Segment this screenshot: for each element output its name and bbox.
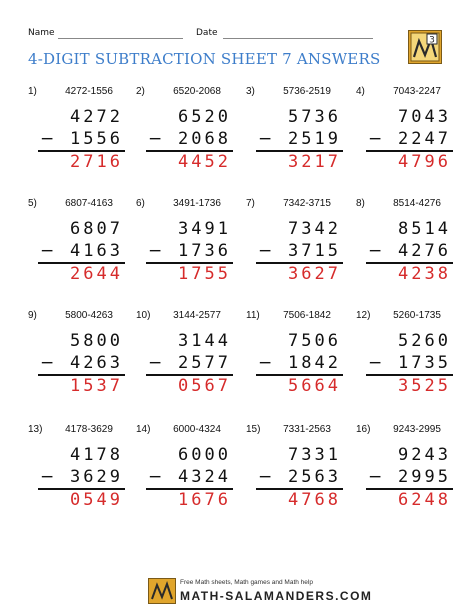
answer: 4452 <box>178 152 231 172</box>
minus-sign: − <box>148 129 163 149</box>
minuend: 7506 <box>288 331 341 351</box>
problem-expression: 6520-2068 <box>173 86 221 97</box>
problem-number: 2) <box>136 86 145 97</box>
problem-expression: 7331-2563 <box>283 424 331 435</box>
answer: 1676 <box>178 490 231 510</box>
problem-10 <box>136 310 249 420</box>
minuend: 5800 <box>70 331 123 351</box>
minus-sign: − <box>40 129 55 149</box>
problem-number: 12) <box>356 310 371 321</box>
answer: 6248 <box>398 490 451 510</box>
problem-number: 14) <box>136 424 151 435</box>
minus-sign: − <box>368 467 383 487</box>
problem-number: 1) <box>28 86 37 97</box>
answer: 0567 <box>178 376 231 396</box>
problem-expression: 4272-1556 <box>65 86 113 97</box>
problem-expression: 5736-2519 <box>283 86 331 97</box>
problem-8 <box>356 198 469 308</box>
minuend: 6520 <box>178 107 231 127</box>
problem-expression: 7506-1842 <box>283 310 331 321</box>
subtrahend: 2577 <box>178 353 231 373</box>
answer: 1537 <box>70 376 123 396</box>
subtrahend: 2068 <box>178 129 231 149</box>
salamander-icon <box>149 579 175 603</box>
problem-expression: 3144-2577 <box>173 310 221 321</box>
problem-13 <box>28 424 141 534</box>
minus-sign: − <box>40 467 55 487</box>
minus-sign: − <box>368 129 383 149</box>
footer-tagline: Free Math sheets, Math games and Math help <box>180 579 313 586</box>
subtrahend: 4324 <box>178 467 231 487</box>
problem-number: 3) <box>246 86 255 97</box>
problem-number: 10) <box>136 310 151 321</box>
minuend: 7331 <box>288 445 341 465</box>
problem-number: 6) <box>136 198 145 209</box>
answer: 3627 <box>288 264 341 284</box>
subtrahend: 2519 <box>288 129 341 149</box>
answer: 5664 <box>288 376 341 396</box>
minus-sign: − <box>148 467 163 487</box>
answer: 4768 <box>288 490 341 510</box>
minuend: 5736 <box>288 107 341 127</box>
subtrahend: 2247 <box>398 129 451 149</box>
problem-number: 7) <box>246 198 255 209</box>
problem-5 <box>28 198 141 308</box>
subtrahend: 1556 <box>70 129 123 149</box>
problem-4 <box>356 86 469 196</box>
problem-16 <box>356 424 469 534</box>
answer: 4796 <box>398 152 451 172</box>
problem-expression: 7342-3715 <box>283 198 331 209</box>
problem-number: 5) <box>28 198 37 209</box>
problem-15 <box>246 424 359 534</box>
problem-number: 8) <box>356 198 365 209</box>
minus-sign: − <box>258 467 273 487</box>
problem-12 <box>356 310 469 420</box>
problem-number: 11) <box>246 310 260 321</box>
problem-expression: 7043-2247 <box>393 86 441 97</box>
salamander-logo-icon <box>409 31 441 63</box>
name-label: Name <box>28 28 55 38</box>
problem-expression: 5800-4263 <box>65 310 113 321</box>
minus-sign: − <box>368 353 383 373</box>
footer-brand: MATH-SALAMANDERS.COM <box>180 589 373 603</box>
problem-expression: 6807-4163 <box>65 198 113 209</box>
problem-7 <box>246 198 359 308</box>
minuend: 4178 <box>70 445 123 465</box>
name-line <box>58 38 183 39</box>
problem-expression: 6000-4324 <box>173 424 221 435</box>
problem-6 <box>136 198 249 308</box>
minuend: 9243 <box>398 445 451 465</box>
answer: 2644 <box>70 264 123 284</box>
subtrahend: 4163 <box>70 241 123 261</box>
problem-expression: 4178-3629 <box>65 424 113 435</box>
problem-number: 15) <box>246 424 261 435</box>
minuend: 6000 <box>178 445 231 465</box>
subtrahend: 1735 <box>398 353 451 373</box>
problem-expression: 9243-2995 <box>393 424 441 435</box>
problem-9 <box>28 310 141 420</box>
problem-1 <box>28 86 141 196</box>
svg-text:3: 3 <box>429 35 435 46</box>
problem-2 <box>136 86 249 196</box>
problem-expression: 8514-4276 <box>393 198 441 209</box>
minuend: 5260 <box>398 331 451 351</box>
minus-sign: − <box>148 353 163 373</box>
subtrahend: 2563 <box>288 467 341 487</box>
page-title: 4-DIGIT SUBTRACTION SHEET 7 ANSWERS <box>28 50 381 68</box>
footer-logo <box>148 578 176 604</box>
problem-number: 16) <box>356 424 371 435</box>
problem-number: 9) <box>28 310 37 321</box>
minus-sign: − <box>148 241 163 261</box>
minuend: 6807 <box>70 219 123 239</box>
logo <box>408 30 442 64</box>
subtrahend: 1842 <box>288 353 341 373</box>
minus-sign: − <box>258 353 273 373</box>
minus-sign: − <box>368 241 383 261</box>
answer: 4238 <box>398 264 451 284</box>
subtrahend: 2995 <box>398 467 451 487</box>
problem-number: 13) <box>28 424 43 435</box>
minus-sign: − <box>40 353 55 373</box>
minus-sign: − <box>40 241 55 261</box>
problem-number: 4) <box>356 86 365 97</box>
subtrahend: 4263 <box>70 353 123 373</box>
answer: 0549 <box>70 490 123 510</box>
answer: 3525 <box>398 376 451 396</box>
problem-11 <box>246 310 359 420</box>
minuend: 3144 <box>178 331 231 351</box>
subtrahend: 1736 <box>178 241 231 261</box>
date-line <box>223 38 373 39</box>
problem-3 <box>246 86 359 196</box>
minus-sign: − <box>258 241 273 261</box>
answer: 3217 <box>288 152 341 172</box>
minuend: 4272 <box>70 107 123 127</box>
minus-sign: − <box>258 129 273 149</box>
answer: 1755 <box>178 264 231 284</box>
subtrahend: 4276 <box>398 241 451 261</box>
minuend: 7043 <box>398 107 451 127</box>
problem-expression: 3491-1736 <box>173 198 221 209</box>
subtrahend: 3715 <box>288 241 341 261</box>
answer: 2716 <box>70 152 123 172</box>
problem-14 <box>136 424 249 534</box>
minuend: 3491 <box>178 219 231 239</box>
date-label: Date <box>196 28 218 38</box>
subtrahend: 3629 <box>70 467 123 487</box>
minuend: 8514 <box>398 219 451 239</box>
minuend: 7342 <box>288 219 341 239</box>
problem-expression: 5260-1735 <box>393 310 441 321</box>
